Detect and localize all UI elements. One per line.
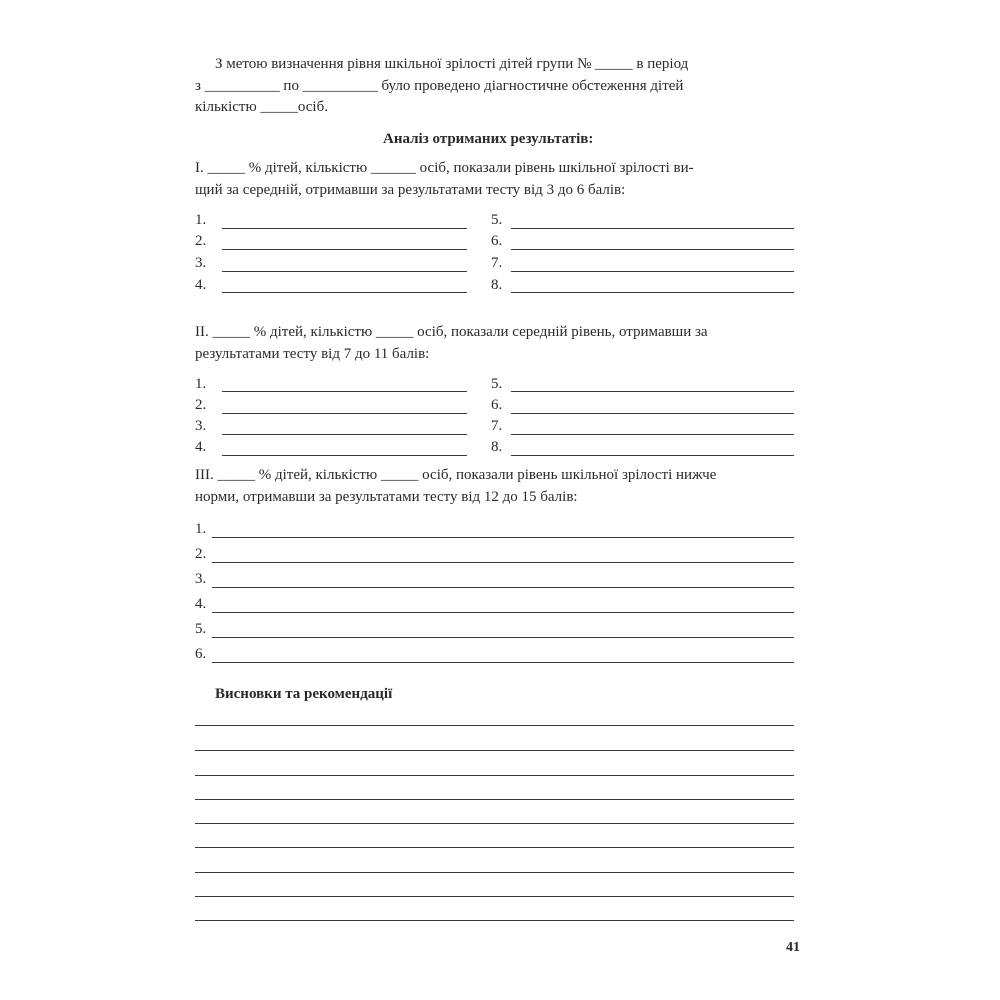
conclusion-line[interactable] bbox=[195, 872, 794, 873]
intro-line-3: кількістю _____осіб. bbox=[195, 99, 328, 115]
item-number: 1. bbox=[195, 376, 207, 392]
answer-line[interactable] bbox=[511, 228, 794, 229]
conclusion-line[interactable] bbox=[195, 775, 794, 776]
answer-line[interactable] bbox=[212, 562, 794, 563]
item-number: 3. bbox=[195, 255, 207, 271]
answer-line[interactable] bbox=[212, 587, 794, 588]
intro-line-2: з __________ по __________ було проведено діагностичне обстеження дітей bbox=[195, 77, 684, 94]
answer-line[interactable] bbox=[511, 413, 794, 414]
answer-line[interactable] bbox=[511, 271, 794, 272]
answer-line[interactable] bbox=[222, 271, 467, 272]
answer-line[interactable] bbox=[511, 249, 794, 250]
analysis-heading: Аналіз отриманих результатів: bbox=[383, 131, 594, 147]
item-number: 5. bbox=[195, 621, 207, 637]
item-number: 4. bbox=[195, 277, 207, 293]
page-number: 41 bbox=[786, 940, 800, 955]
item-number: 6. bbox=[491, 397, 503, 413]
section-1-line-1: І. _____ % дітей, кількістю ______ осіб, показали рівень шкільної зрілості ви- bbox=[195, 160, 694, 176]
answer-line[interactable] bbox=[212, 662, 794, 663]
section-2-line-2: результатами тесту від 7 до 11 балів: bbox=[195, 345, 430, 362]
item-number: 3. bbox=[195, 418, 207, 434]
item-number: 1. bbox=[195, 212, 207, 228]
conclusion-line[interactable] bbox=[195, 725, 794, 726]
answer-line[interactable] bbox=[511, 391, 794, 392]
item-number: 4. bbox=[195, 596, 207, 612]
answer-line[interactable] bbox=[222, 249, 467, 250]
answer-line[interactable] bbox=[212, 637, 794, 638]
conclusion-line[interactable] bbox=[195, 750, 794, 751]
answer-line[interactable] bbox=[222, 391, 467, 392]
section-1-line-2: щий за середній, отримавши за результатами тесту від 3 до 6 балів: bbox=[195, 181, 626, 198]
answer-line[interactable] bbox=[222, 455, 467, 456]
answer-line[interactable] bbox=[511, 292, 794, 293]
item-number: 2. bbox=[195, 546, 207, 562]
item-number: 6. bbox=[491, 233, 503, 249]
conclusion-line[interactable] bbox=[195, 920, 794, 921]
conclusion-line[interactable] bbox=[195, 823, 794, 824]
item-number: 5. bbox=[491, 376, 503, 392]
item-number: 6. bbox=[195, 646, 207, 662]
item-number: 7. bbox=[491, 418, 503, 434]
answer-line[interactable] bbox=[511, 455, 794, 456]
answer-line[interactable] bbox=[222, 228, 467, 229]
section-3-line-1: ІІІ. _____ % дітей, кількістю _____ осіб, показали рівень шкільної зрілості нижче bbox=[195, 467, 717, 483]
item-number: 8. bbox=[491, 439, 503, 455]
conclusion-line[interactable] bbox=[195, 896, 794, 897]
item-number: 7. bbox=[491, 255, 503, 271]
conclusion-line[interactable] bbox=[195, 799, 794, 800]
answer-line[interactable] bbox=[222, 292, 467, 293]
conclusions-heading: Висновки та рекомендації bbox=[215, 686, 393, 702]
conclusion-line[interactable] bbox=[195, 847, 794, 848]
answer-line[interactable] bbox=[212, 612, 794, 613]
item-number: 1. bbox=[195, 521, 207, 537]
answer-line[interactable] bbox=[212, 537, 794, 538]
item-number: 5. bbox=[491, 212, 503, 228]
item-number: 2. bbox=[195, 397, 207, 413]
item-number: 2. bbox=[195, 233, 207, 249]
section-2-text bbox=[195, 322, 798, 365]
intro-line-1: З метою визначення рівня шкільної зрілості дітей групи № _____ в період bbox=[215, 56, 689, 72]
answer-line[interactable] bbox=[222, 434, 467, 435]
answer-line[interactable] bbox=[222, 413, 467, 414]
item-number: 4. bbox=[195, 439, 207, 455]
section-3-line-2: норми, отримавши за результатами тесту від 12 до 15 балів: bbox=[195, 488, 578, 505]
intro-paragraph bbox=[195, 54, 798, 119]
section-1-text bbox=[195, 158, 798, 201]
answer-line[interactable] bbox=[511, 434, 794, 435]
section-2-line-1: ІІ. _____ % дітей, кількістю _____ осіб, показали середній рівень, отримавши за bbox=[195, 324, 708, 340]
section-3-text bbox=[195, 465, 798, 508]
item-number: 3. bbox=[195, 571, 207, 587]
item-number: 8. bbox=[491, 277, 503, 293]
